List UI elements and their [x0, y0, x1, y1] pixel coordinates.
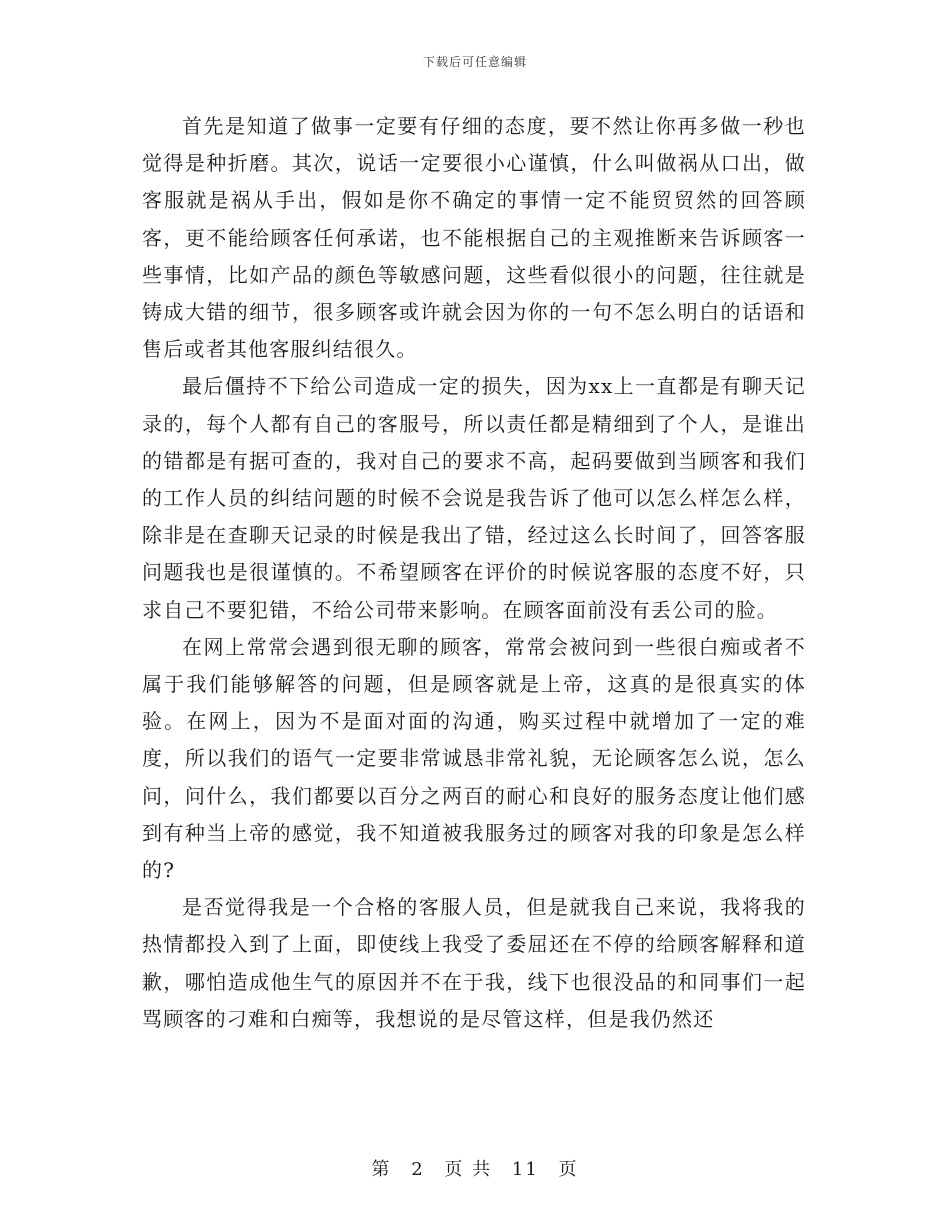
- page-header: [0, 53, 950, 70]
- footer-total-pages: 11: [511, 1159, 539, 1180]
- footer-middle: 页 共: [444, 1159, 493, 1180]
- footer-current-page: 2: [411, 1159, 425, 1180]
- footer-suffix: 页: [558, 1159, 579, 1180]
- page-footer: [0, 1155, 950, 1181]
- paragraph-3: 在网上常常会遇到很无聊的顾客，常常会被问到一些很白痴或者不属于我们能够解答的问题，但是顾客就是上帝，这真的是很真实的体验。在网上，因为不是面对面的沟通，购买过程中就增加了一定的难度，所以我们的语气一定要非常诚恳非常礼貌，无论顾客怎么说，怎么问，问什么，我们都要以百分之两百的耐心和良好的服务态度让他们感到有种当上帝的感觉，我不知道被我服务过的顾客对我的印象是怎么样的?: [142, 634, 806, 883]
- header-note: 下载后可任意编辑: [422, 55, 527, 69]
- paragraph-2: 最后僵持不下给公司造成一定的损失，因为xx上一直都是有聊天记录的，每个人都有自己的客服号，所以责任都是精细到了个人，是谁出的错都是有据可查的，我对自己的要求不高，起码要做到当顾客和我们的工作人员的纠结问题的时候不会说是我告诉了他可以怎么样怎么样，除非是在查聊天记录的时候是我出了错，经过这么长时间了，回答客服问题我也是很谨慎的。不希望顾客在评价的时候说客服的态度不好，只求自己不要犯错，不给公司带来影响。在顾客面前没有丢公司的脸。: [142, 374, 806, 622]
- footer-prefix: 第: [371, 1159, 392, 1180]
- paragraph-4: 是否觉得我是一个合格的客服人员，但是就我自己来说，我将我的热情都投入到了上面，即使线上我受了委屈还在不停的给顾客解释和道歉，哪怕造成他生气的原因并不在于我，线下也很没品的和同事们一起骂顾客的刁难和白痴等，我想说的是尽管这样，但是我仍然还: [142, 895, 806, 1031]
- paragraph-1: 首先是知道了做事一定要有仔细的态度，要不然让你再多做一秒也觉得是种折磨。其次，说话一定要很小心谨慎，什么叫做祸从口出，做客服就是祸从手出，假如是你不确定的事情一定不能贸贸然的回答顾客，更不能给顾客任何承诺，也不能根据自己的主观推断来告诉顾客一些事情，比如产品的颜色等敏感问题，这些看似很小的问题，往往就是铸成大错的细节，很多顾客或许就会因为你的一句不怎么明白的话语和售后或者其他客服纠结很久。: [142, 114, 806, 362]
- document-body: [142, 108, 806, 1038]
